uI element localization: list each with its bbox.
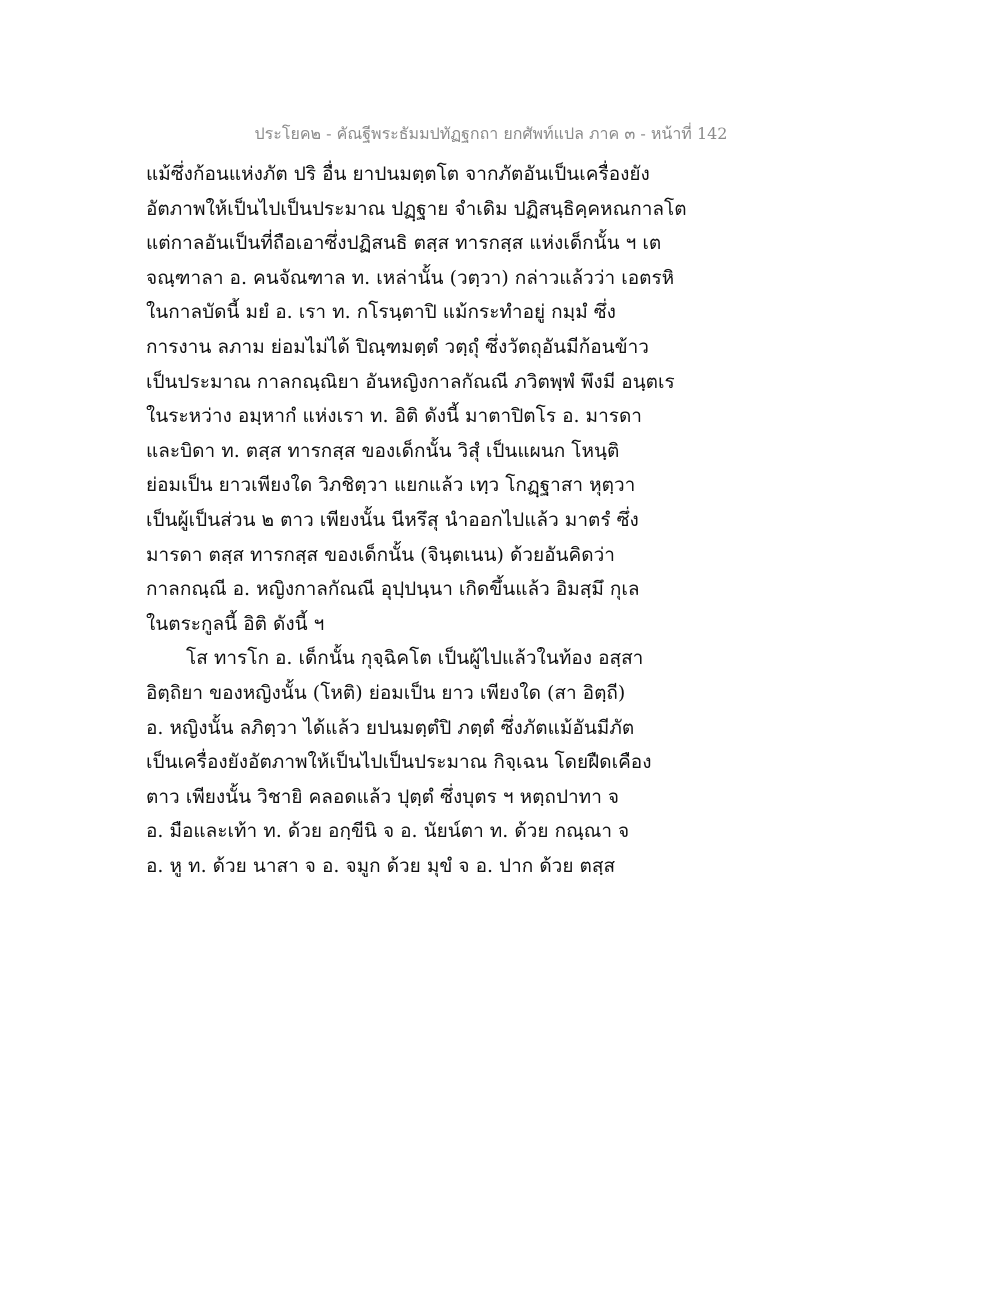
text-line: อัตภาพให้เป็นไปเป็นประมาณ ปฏฺฐาย จำเดิม ปฏิสนฺธิคฺคหณกาลโต: [146, 197, 687, 220]
text-line: แม้ซึ่งก้อนแห่งภัต ปริ อื่น ยาปนมตฺตโต จากภัตอันเป็นเครื่องยัง: [146, 163, 650, 185]
text-line: เป็นผู้เป็นส่วน ๒ ตาว เพียงนั้น นีหรึสุ นำออกไปแล้ว มาตรํ ซึ่ง: [146, 508, 639, 531]
text-line: เป็นประมาณ กาลกณฺณิยา อันหญิงกาลกัณณี ภวิตพฺพํ พึงมี อนฺตเร: [146, 370, 675, 393]
text-line: ย่อมเป็น ยาวเพียงใด วิภชิตฺวา แยกแล้ว เทฺว โกฏฺฐาสา หุตฺวา: [146, 474, 636, 497]
text-line: แต่กาลอันเป็นที่ถือเอาซึ่งปฏิสนธิ ตสฺส ทารกสฺส แห่งเด็กนั้น ฯ เต: [146, 232, 662, 255]
running-header: ประโยค๒ - คัณฐีพระธัมมปทัฏฐกถา ยกศัพท์แปล ภาค ๓ - หน้าที่ 142: [254, 124, 728, 143]
text-line: ในระหว่าง อมฺหากํ แห่งเรา ท. อิติ ดังนี้ มาตาปิตโร อ. มารดา: [146, 405, 642, 428]
text-line: อ. มือและเท้า ท. ด้วย อกฺขีนิ จ อ. นัยน์ตา ท. ด้วย กณฺณา จ: [146, 820, 630, 843]
text-line: อ. หู ท. ด้วย นาสา จ อ. จมูก ด้วย มุขํ จ อ. ปาก ด้วย ตสฺส: [146, 854, 616, 877]
text-line: และบิดา ท. ตสฺส ทารกสฺส ของเด็กนั้น วิสุํ เป็นแผนก โหนฺติ: [146, 439, 620, 462]
text-line: ในตระกูลนี้ อิติ ดังนี้ ฯ: [146, 612, 325, 635]
text-line: เป็นเครื่องยังอัตภาพให้เป็นไปเป็นประมาณ กิจฺเฉน โดยฝืดเคือง: [146, 751, 652, 774]
text-line: อ. หญิงนั้น ลภิตฺวา ได้แล้ว ยปนมตฺตํปิ ภตฺตํ ซึ่งภัตแม้อันมีภัต: [146, 716, 635, 739]
text-line: ตาว เพียงนั้น วิชายิ คลอดแล้ว ปุตฺตํ ซึ่งบุตร ฯ หตฺถปาทา จ: [146, 785, 620, 808]
body-text: [146, 157, 706, 883]
text-line: ในกาลบัดนี้ มยํ อ. เรา ท. กโรนฺตาปิ แม้กระทำอยู่ กมฺมํ ซึ่ง: [146, 301, 616, 324]
text-line: จณฺฑาลา อ. คนจัณฑาล ท. เหล่านั้น (วตฺวา) กล่าวแล้วว่า เอตรหิ: [146, 266, 675, 289]
text-line: อิตฺถิยา ของหญิงนั้น (โหติ) ย่อมเป็น ยาว เพียงใด (สา อิตฺถี): [146, 681, 626, 704]
text-line: การงาน ลภาม ย่อมไม่ได้ ปิณฺฑมตฺตํ วตฺถุํ ซึ่งวัตถุอันมีก้อนข้าว: [146, 335, 649, 358]
text-line: มารดา ตสฺส ทารกสฺส ของเด็กนั้น (จินฺตเนน) ด้วยอันคิดว่า: [146, 543, 615, 566]
paragraph-first-line: โส ทารโก อ. เด็กนั้น กุจฺฉิคโต เป็นผู้ไปแล้วในท้อง อสฺสา: [186, 647, 644, 670]
text-line: กาลกณฺณี อ. หญิงกาลกัณณี อุปฺปนฺนา เกิดขึ้นแล้ว อิมสฺมึ กุเล: [146, 578, 640, 601]
